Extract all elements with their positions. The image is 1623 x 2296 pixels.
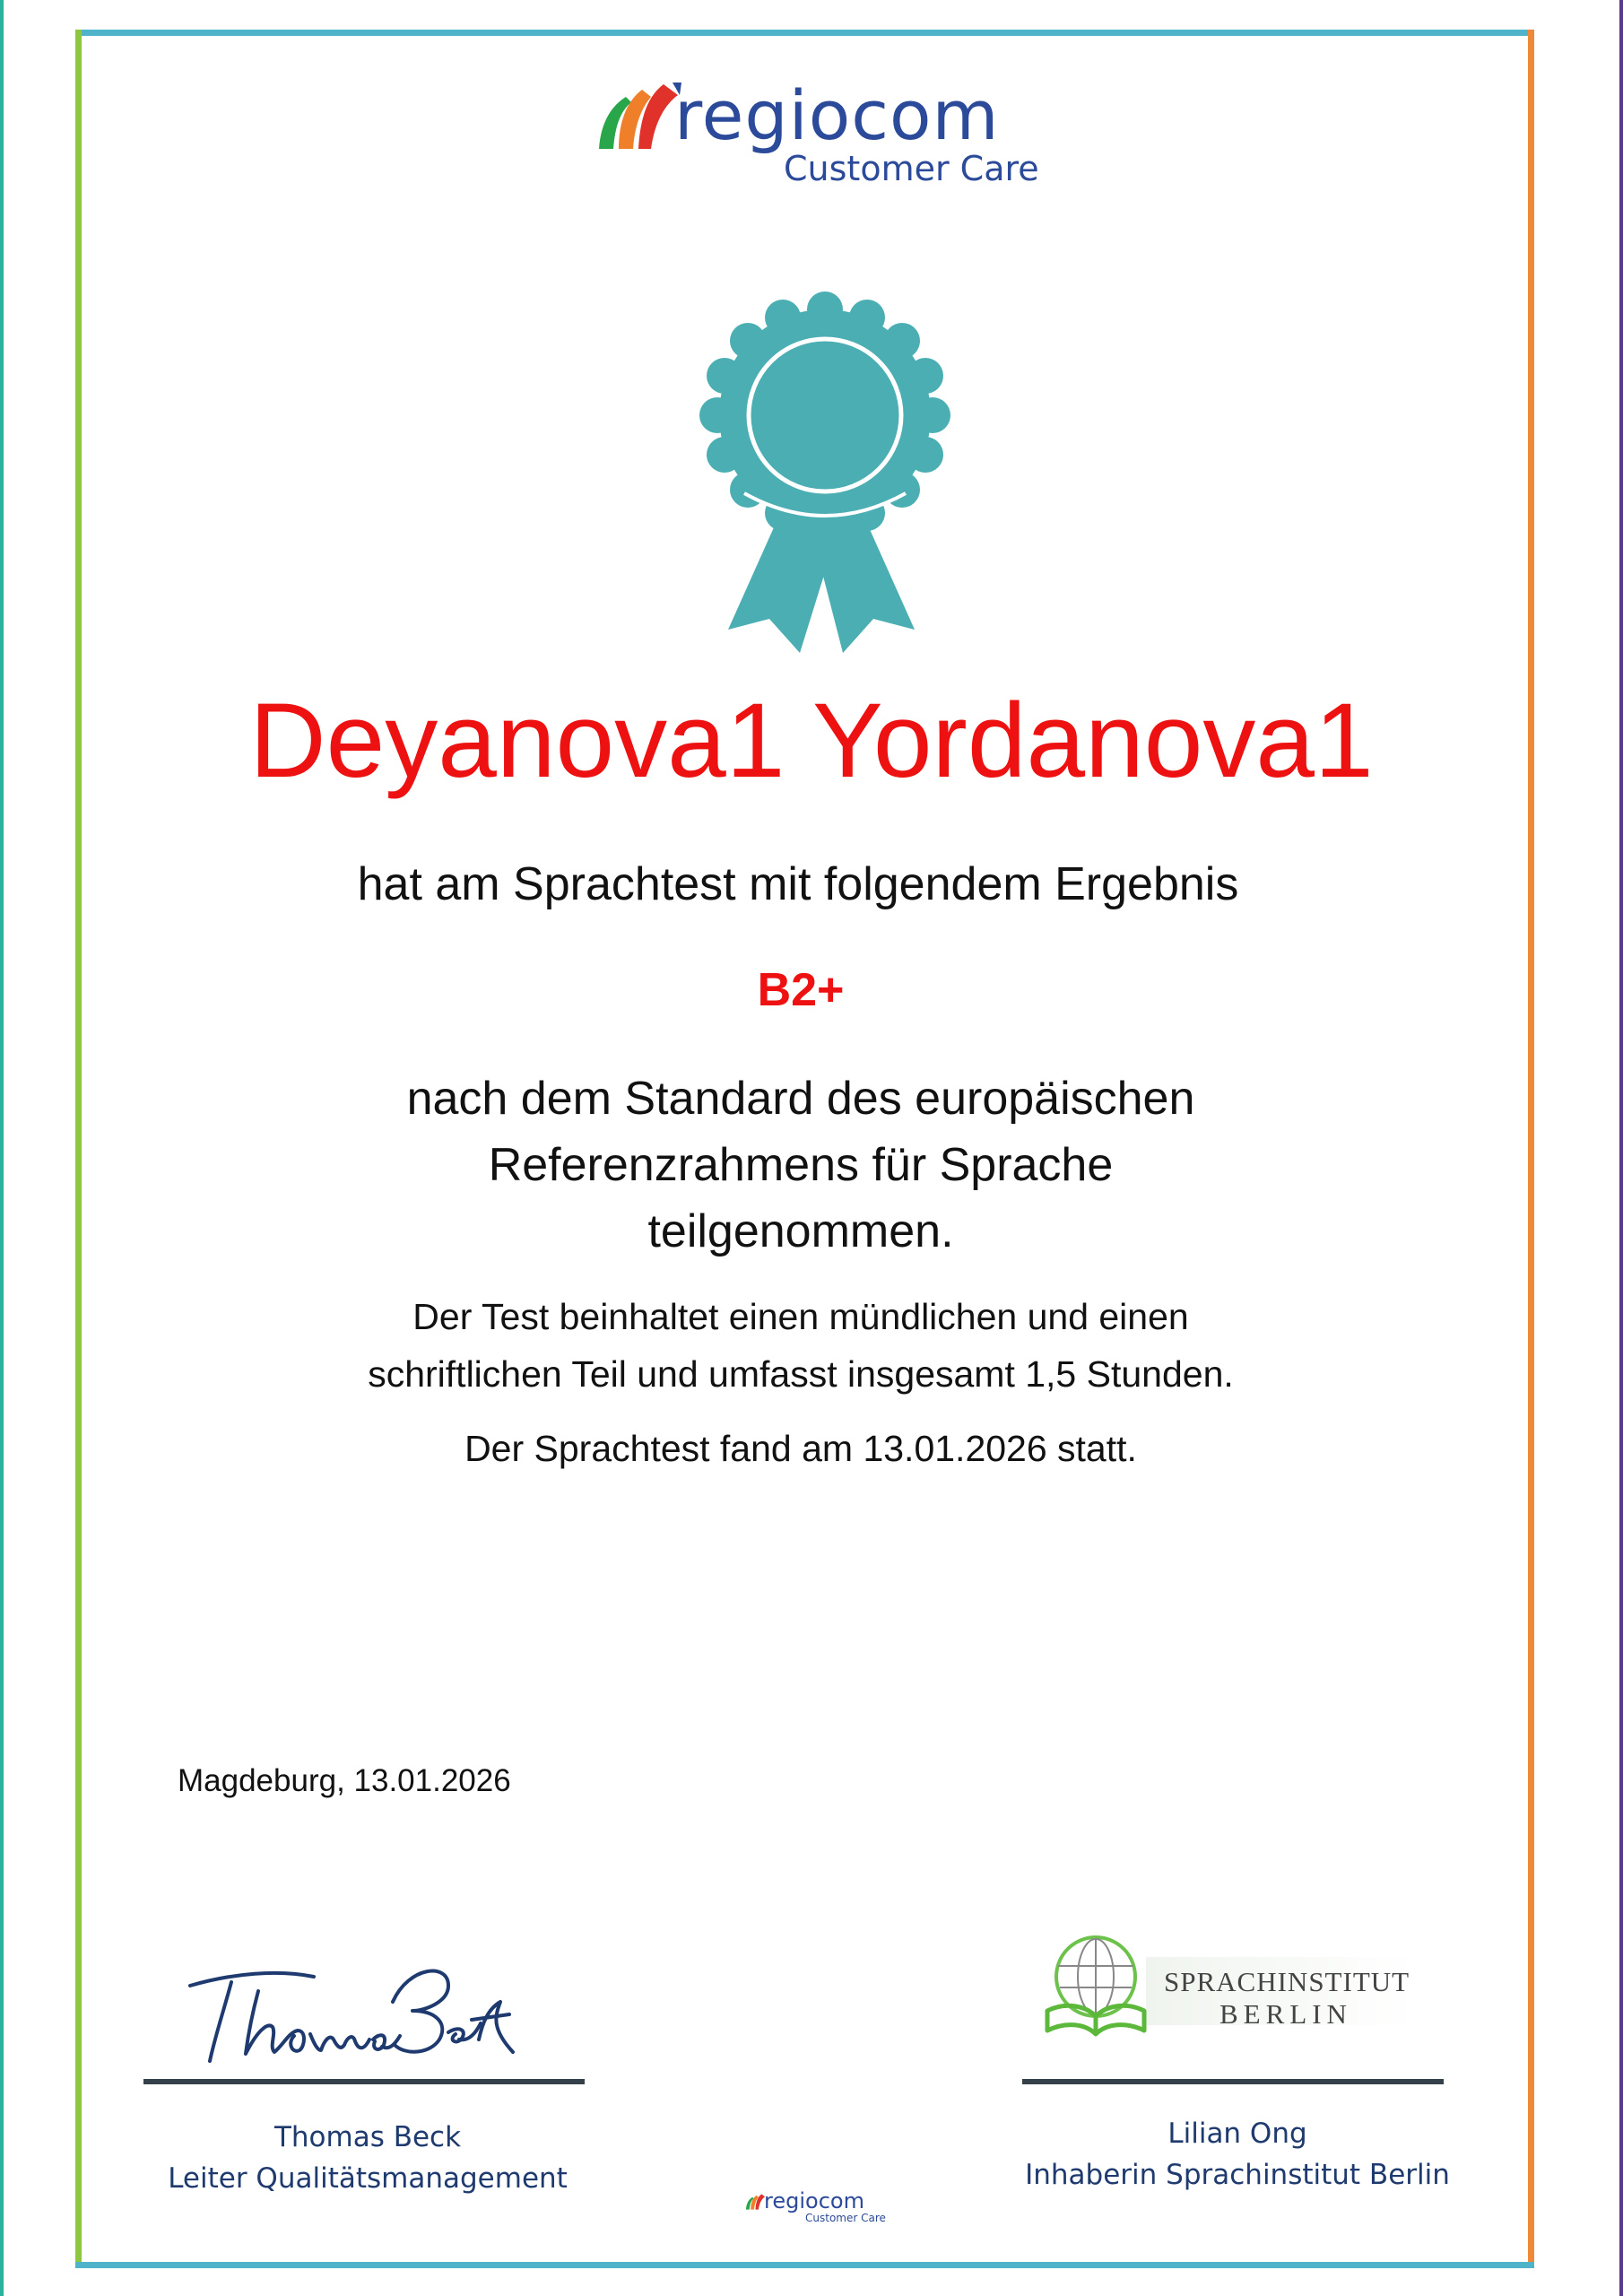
frame-bottom	[75, 2262, 1534, 2268]
signature-line-right	[1022, 2079, 1444, 2084]
participant-name: Deyanova1 Yordanova1	[249, 682, 1374, 800]
regiocom-logo-icon	[592, 75, 681, 165]
signatory-left-name: Thomas Beck	[273, 2121, 462, 2153]
test-info	[0, 1288, 1601, 1403]
standard-line: teilgenommen.	[647, 1205, 954, 1257]
logo-subtitle: Customer Care	[784, 149, 1039, 188]
regiocom-logo	[592, 75, 1049, 196]
logo-brand-text: regiocom	[674, 75, 1000, 155]
footer-logo-icon	[744, 2190, 766, 2215]
footer-logo-brand: regiocom	[764, 2188, 864, 2213]
footer-regiocom-logo	[744, 2188, 897, 2231]
test-info-line: schriftlichen Teil und umfasst insgesamt 1,5 Stunden.	[368, 1353, 1234, 1395]
signatory-left	[135, 2117, 601, 2199]
standard-line: Referenzrahmens für Sprache	[488, 1139, 1114, 1191]
standard-text	[0, 1065, 1601, 1265]
test-info-line: Der Test beinhaltet einen mündlichen und einen	[412, 1296, 1189, 1337]
standard-line: nach dem Standard des europäischen	[406, 1073, 1195, 1125]
frame-top	[75, 30, 1534, 36]
sprachinstitut-berlin-logo	[1038, 1930, 1424, 2047]
signature-thomas-beck	[179, 1946, 520, 2072]
globe-book-icon	[1038, 1930, 1173, 2047]
signatory-left-role: Leiter Qualitätsmanagement	[168, 2162, 568, 2195]
signatory-right	[1013, 2113, 1462, 2196]
institute-name-line1: SPRACHINSTITUT	[1164, 1966, 1410, 1997]
footer-logo-subtitle: Customer Care	[805, 2212, 886, 2224]
place-and-date: Magdeburg, 13.01.2026	[178, 1763, 511, 1798]
signatory-right-name: Lilian Ong	[1167, 2118, 1307, 2150]
test-date-line: Der Sprachtest fand am 13.01.2026 statt.	[464, 1428, 1137, 1469]
award-rosette-icon	[699, 285, 950, 662]
result-level: B2+	[757, 964, 845, 1016]
intro-text: hat am Sprachtest mit folgendem Ergebnis	[357, 858, 1239, 910]
institute-name-line2: BERLIN	[1219, 1998, 1352, 2030]
signatory-right-role: Inhaberin Sprachinstitut Berlin	[1025, 2159, 1450, 2191]
signature-line-left	[143, 2079, 585, 2084]
page-edge-right	[1619, 0, 1623, 2296]
